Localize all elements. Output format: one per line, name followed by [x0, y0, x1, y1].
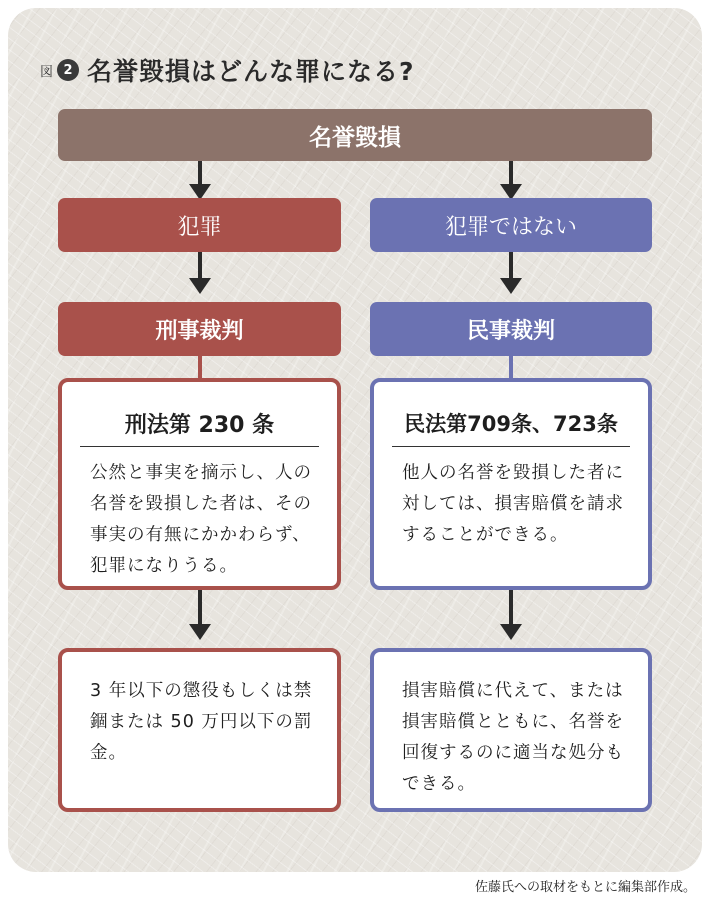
- result-text-civil: 損害賠償に代えて、または 損害賠償とともに、名誉を 回復するのに適当な処分も できる。: [402, 681, 624, 794]
- law-text-civil: 他人の名誉を毀損した者に 対しては、損害賠償を請求 することができる。: [402, 463, 624, 545]
- arrow-crime-to-trial-head: [189, 278, 211, 294]
- top-box-defamation: 名誉毀損: [58, 109, 652, 161]
- category-not-crime: 犯罪ではない: [370, 198, 652, 252]
- source-credit: 佐藤氏への取材をもとに編集部作成。: [474, 880, 696, 895]
- figure-title-row: [40, 52, 415, 88]
- figure-label: 図: [40, 64, 54, 80]
- trial-criminal: 刑事裁判: [58, 302, 341, 356]
- diagram-panel: [8, 8, 702, 872]
- arrow-criminal-to-result-stem: [198, 590, 202, 626]
- result-card-criminal: [58, 648, 341, 812]
- figure-title: 名誉毀損はどんな罪になる?: [87, 57, 415, 86]
- law-title-civil: 民法第709条、723条: [392, 400, 630, 447]
- trial-civil: 民事裁判: [370, 302, 652, 356]
- category-crime: 犯罪: [58, 198, 341, 252]
- arrow-criminal-to-result-head: [189, 624, 211, 640]
- result-text-criminal: 3 年以下の懲役もしくは禁 錮または 50 万円以下の罰 金。: [90, 681, 313, 763]
- arrow-noncrime-to-trial-head: [500, 278, 522, 294]
- law-card-civil: [370, 378, 652, 590]
- arrow-noncrime-to-trial-stem: [509, 252, 513, 279]
- law-card-criminal: [58, 378, 341, 590]
- figure-number-badge: 2: [57, 59, 79, 81]
- law-text-criminal: 公然と事実を摘示し、人の 名誉を毀損した者は、その 事実の有無にかかわらず、 犯罪になりうる。: [90, 463, 312, 576]
- connector-criminal: [198, 356, 202, 380]
- arrow-civil-to-result-stem: [509, 590, 513, 626]
- result-card-civil: [370, 648, 652, 812]
- connector-civil: [509, 356, 513, 380]
- law-title-criminal: 刑法第 230 条: [80, 400, 319, 447]
- arrow-crime-to-trial-stem: [198, 252, 202, 279]
- arrow-civil-to-result-head: [500, 624, 522, 640]
